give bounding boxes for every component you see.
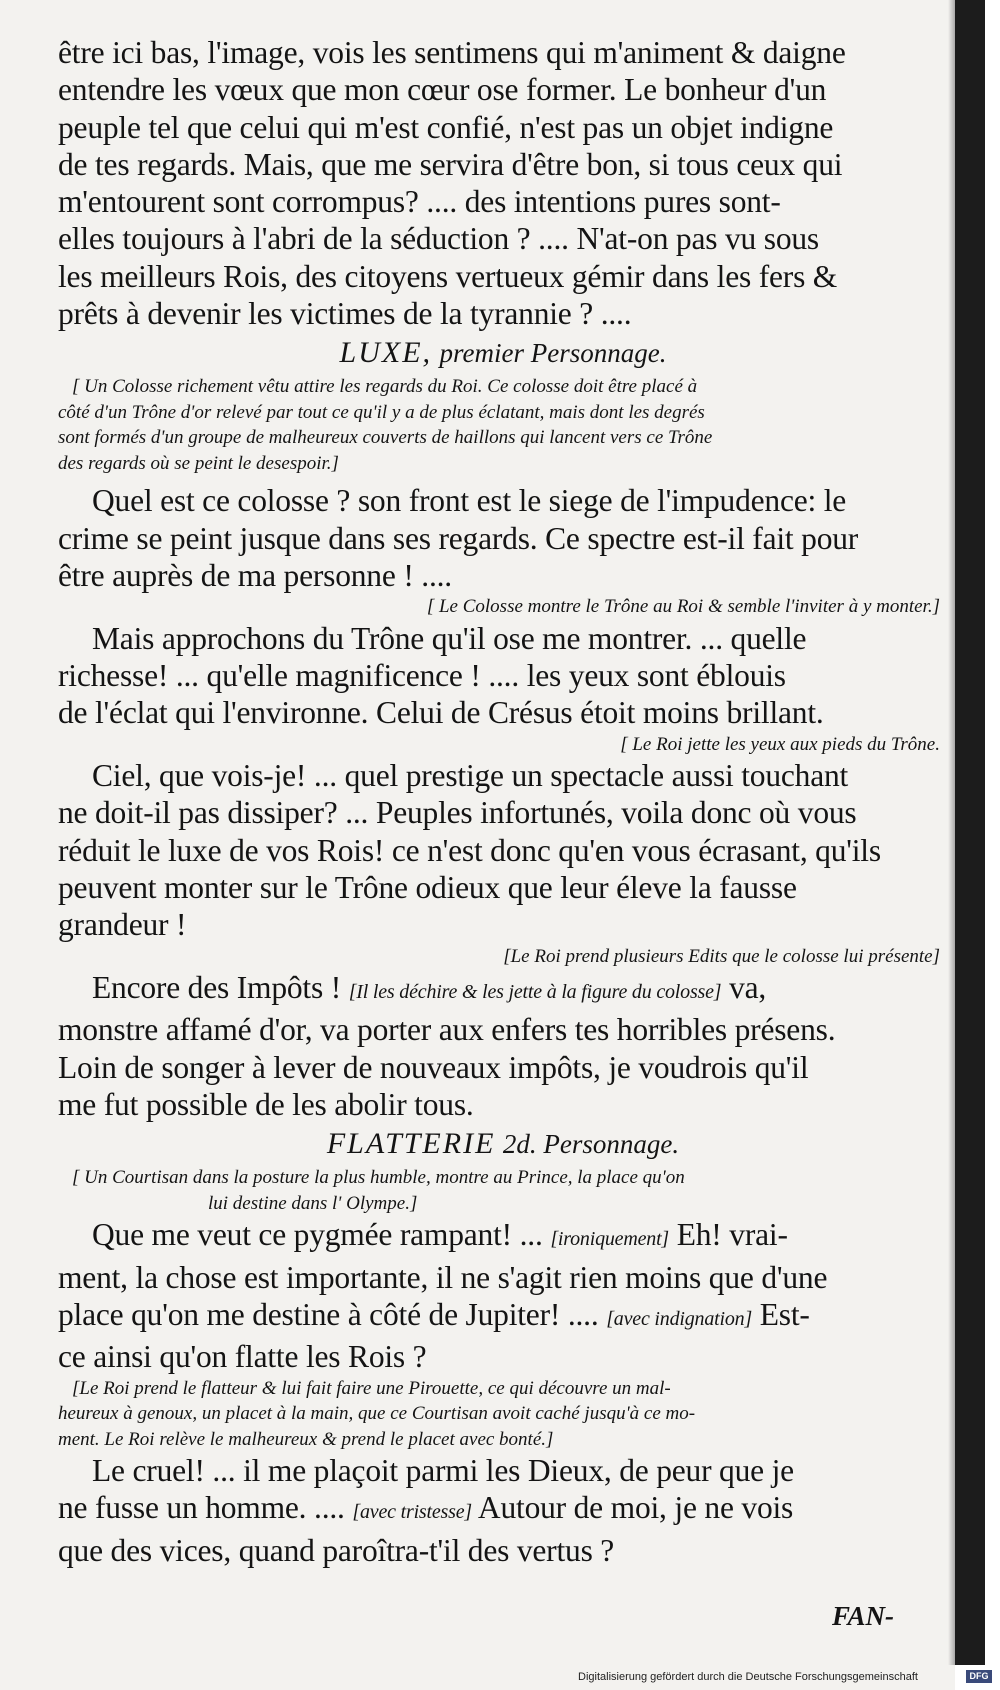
text-line <box>58 1296 948 1338</box>
text-line <box>58 1216 948 1258</box>
character-name: LUXE, <box>339 336 433 370</box>
text-segment: ne fusse un homme. .... <box>58 1490 345 1526</box>
text-line: Mais approchons du Trône qu'il ose me montrer. ... quelle <box>92 620 807 656</box>
text-line: être auprès de ma personne ! .... <box>58 557 452 593</box>
inline-direction: [avec tristesse] <box>352 1501 472 1524</box>
direction-line: côté d'un Trône d'or relevé par tout ce qu'il y a de plus éclatant, mais dont les degrés <box>58 401 705 423</box>
text-segment: va, <box>729 970 767 1006</box>
text-line: ne doit-il pas dissiper? ... Peuples infortunés, voila donc où vous <box>58 795 857 831</box>
page-text <box>58 34 948 1569</box>
text-line: grandeur ! <box>58 907 187 943</box>
dfg-logo-icon: DFG <box>966 1670 992 1683</box>
text-line: me fut possible de les abolir tous. <box>58 1087 474 1123</box>
text-line: Quel est ce colosse ? son front est le siege de l'impudence: le <box>92 483 847 519</box>
text-line: être ici bas, l'image, vois les sentimens qui m'animent & daigne <box>58 35 846 70</box>
direction-line: ment. Le Roi relève le malheureux & prend le placet avec bonté.] <box>58 1428 554 1450</box>
text-segment: Est- <box>759 1296 810 1332</box>
direction-line: [Le Roi prend le flatteur & lui fait faire une Pirouette, ce qui découvre un mal- <box>72 1377 671 1399</box>
direction-line: heureux à genoux, un placet à la main, que ce Courtisan avoit caché jusqu'à ce mo- <box>58 1403 696 1425</box>
text-line: crime se peint jusque dans ses regards. Ce spectre est-il fait pour <box>58 520 859 556</box>
text-segment: place qu'on me destine à côté de Jupiter! .... <box>58 1296 599 1332</box>
direction-line: sont formés d'un groupe de malheureux couverts de haillons qui lancent vers ce Trône <box>58 427 713 449</box>
text-line: richesse! ... qu'elle magnificence ! .... les yeux sont éblouis <box>58 658 786 694</box>
text-line: peuvent monter sur le Trône odieux que leur éleve la fausse <box>58 870 797 906</box>
character-heading-flatterie <box>58 1125 948 1163</box>
paragraph-3 <box>58 620 948 732</box>
character-role: 2d. Personnage. <box>502 1129 680 1160</box>
text-segment: Eh! vrai- <box>676 1217 788 1253</box>
text-line: réduit le luxe de vos Rois! ce n'est donc qu'en vous écrasant, qu'ils <box>58 832 881 868</box>
text-line: Le cruel! ... il me plaçoit parmi les Dieux, de peur que je <box>92 1453 794 1489</box>
stage-direction-5 <box>58 1165 948 1216</box>
paragraph-4 <box>58 757 948 943</box>
text-line: Ciel, que vois-je! ... quel prestige un spectacle aussi touchant <box>92 758 849 794</box>
text-line: ce ainsi qu'on flatte les Rois ? <box>58 1339 427 1375</box>
paragraph-7 <box>58 1452 948 1569</box>
text-line: monstre affamé d'or, va porter aux enfers tes horribles présens. <box>58 1012 836 1048</box>
inline-direction: [ironiquement] <box>550 1228 670 1251</box>
text-line: entendre les vœux que mon cœur ose former. Le bonheur d'un <box>58 72 827 108</box>
book-spine <box>955 0 985 1665</box>
paragraph-2 <box>58 482 948 594</box>
paragraph-1 <box>58 34 948 332</box>
stage-direction-1 <box>58 374 948 476</box>
text-segment: Que me veut ce pygmée rampant! ... <box>92 1217 543 1253</box>
text-line: peuple tel que celui qui m'est confié, n'est pas un objet indigne <box>58 109 834 145</box>
paragraph-5 <box>58 969 948 1123</box>
character-name: FLATTERIE <box>326 1127 496 1161</box>
character-role: premier Personnage. <box>439 338 667 369</box>
direction-line: lui destine dans l' Olympe.] <box>208 1192 418 1214</box>
inline-direction: [avec indignation] <box>606 1307 753 1330</box>
text-line: les meilleurs Rois, des citoyens vertueux gémir dans les fers & <box>58 258 838 294</box>
page-edge-shadow <box>948 0 955 1665</box>
text-line: m'entourent sont corrompus? .... des intentions pures sont- <box>58 184 781 220</box>
text-line: ment, la chose est importante, il ne s'agit rien moins que d'une <box>58 1259 828 1295</box>
text-line: Loin de songer à lever de nouveaux impôts, je voudrois qu'il <box>58 1049 809 1085</box>
direction-line: des regards où se peint le desespoir.] <box>58 452 339 474</box>
text-segment: Autour de moi, je ne vois <box>477 1490 794 1526</box>
paragraph-6 <box>58 1216 948 1375</box>
text-line: prêts à devenir les victimes de la tyrannie ? .... <box>58 296 632 332</box>
text-segment: Encore des Impôts ! <box>92 970 341 1006</box>
text-line <box>58 1489 948 1531</box>
direction-line: [ Un Colosse richement vêtu attire les regards du Roi. Ce colosse doit être placé à <box>72 376 698 398</box>
stage-direction-6 <box>58 1376 948 1453</box>
text-line: que des vices, quand paroîtra-t'il des vertus ? <box>58 1532 615 1568</box>
text-line: de tes regards. Mais, que me servira d'être bon, si tous ceux qui <box>58 146 843 182</box>
inline-direction: [Il les déchire & les jette à la figure du colosse] <box>348 981 722 1004</box>
digitization-credit: Digitalisierung gefördert durch die Deutsche Forschungsgemeinschaft <box>578 1671 918 1683</box>
direction-line: [ Un Courtisan dans la posture la plus humble, montre au Prince, la place qu'on <box>72 1167 685 1189</box>
character-heading-luxe <box>58 334 948 372</box>
stage-direction-2: [ Le Colosse montre le Trône au Roi & semble l'inviter à y monter.] <box>426 596 940 618</box>
stage-direction-3: [ Le Roi jette les yeux aux pieds du Trône. <box>620 733 940 755</box>
text-line: de l'éclat qui l'environne. Celui de Crésus étoit moins brillant. <box>58 695 824 731</box>
text-line <box>58 969 948 1011</box>
text-line: elles toujours à l'abri de la séduction ? .... N'at-on pas vu sous <box>58 221 819 257</box>
catchword: FAN- <box>832 1601 895 1631</box>
stage-direction-4: [Le Roi prend plusieurs Edits que le colosse lui présente] <box>503 945 940 967</box>
